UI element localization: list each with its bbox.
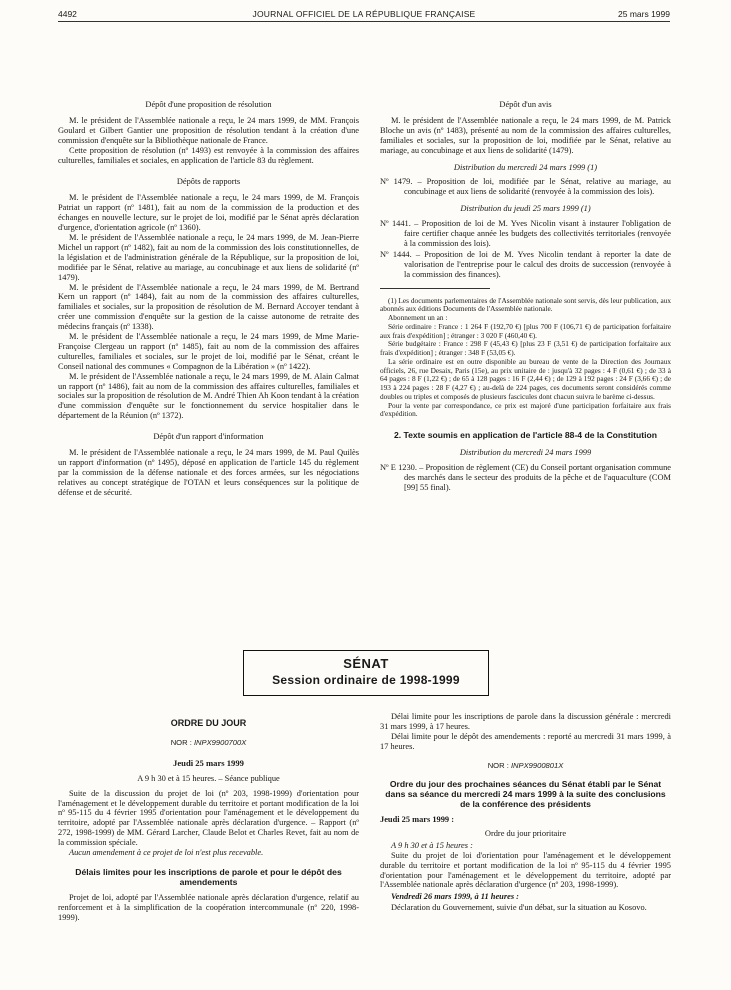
distribution-heading: Distribution du mercredi 24 mars 1999 <box>459 447 592 457</box>
distribution-heading: Distribution du jeudi 25 mars 1999 (1) <box>460 204 591 214</box>
document-item: Nº 1444. – Proposition de loi de M. Yves Nicolin tendant à reporter la date de valorisation de l'entreprise pour le calcul des droits de succession (renvoyée à la commission des finances). <box>380 249 671 279</box>
journal-title: JOURNAL OFFICIEL DE LA RÉPUBLIQUE FRANÇAISE <box>252 9 476 19</box>
nor-value: INPX9900700X <box>193 737 247 747</box>
section-title: Dépôts de rapports <box>176 177 241 187</box>
page-number: 4492 <box>58 9 77 19</box>
article-heading: 2. Texte soumis en application de l'article 88-4 de la Constitution <box>393 430 658 441</box>
day-heading: Jeudi 25 mars 1999 : <box>380 815 454 824</box>
paragraph: M. le président de l'Assemblée nationale a reçu, le 24 mars 1999, de M. Jean-Pierre Michel un rapport (nº 1482), fait au nom de la commission des lois constitutionnelles, de la législation et de l'administration générale de la République, sur la proposition de loi, modifiée par le Sénat, relative au mariage, au concubinage et aux liens de solidarité (nº 1479). <box>58 232 359 282</box>
document-item: Nº 1479. – Proposition de loi, modifiée par le Sénat, relative au mariage, au concubinage et aux liens de solidarité (renvoyée à la commission des lois). <box>380 177 671 197</box>
footnote <box>380 297 671 420</box>
paragraph: M. le président de l'Assemblée nationale a reçu, le 24 mars 1999, de M. François Patriat un rapport (nº 1481), fait au nom de la commission de la production et des échanges en nouvelle lecture, sur le projet de loi, modifié par le Sénat après déclaration d'urgence, d'orientation agricole (nº 1360). <box>58 193 359 233</box>
day-heading: Jeudi 25 mars 1999 <box>173 757 244 768</box>
nor-label: NOR : <box>170 737 192 747</box>
nor-label: NOR : <box>487 760 509 770</box>
ordre-du-jour-heading: ORDRE DU JOUR <box>170 718 247 728</box>
delais-heading: Délais limites pour les inscriptions de parole et pour le dépôt des amendements <box>75 866 342 887</box>
paragraph: Cette proposition de résolution (nº 1493) est renvoyée à la commission des affaires culturelles, familiales et sociales, en application de l'article 83 du règlement. <box>58 145 359 165</box>
time-line: A 9 h 30 et à 15 heures : <box>391 840 473 850</box>
footnote-text: Pour la vente par correspondance, ce prix est majoré d'une participation forfaitaire aux frais d'expédition. <box>380 400 671 419</box>
footnote-text: La série ordinaire est en outre disponible au bureau de vente de la Direction des Journaux officiels, 26, rue Desaix, Paris (15e), au prix unitaire de : jusqu'à 32 pages : 4 F (0,61 €) ; de 33 à 64 pages : 8 F (1,22 €) ; de 65 à 128 pages : 16 F (2,44 €) ; de 129 à 192 pages : 24 F (3,66 €) ; de 193 à 224 pages : 28 F (4,27 €) ; au-delà de 224 pages, ces documents seront considérés comme doubles ou triples et composés de plusieurs fascicules dont chacun suivra le barème ci-dessus. <box>380 356 671 401</box>
nor-reference <box>58 739 359 748</box>
footnote-text: Série ordinaire : France : 1 264 F (192,70 €) [plus 700 F (106,71 €) de participation forfaitaire aux frais d'expédition] ; étranger : 3 020 F (460,40 €). <box>380 321 671 340</box>
footnote-text: Abonnement un an : <box>388 313 448 323</box>
paragraph: M. le président de l'Assemblée nationale a reçu, le 24 mars 1999, de M. Patrick Bloche un avis (nº 1483), présenté au nom de la commission des affaires culturelles, familiales et sociales, sur la proposition de loi, modifiée par le Sénat, relative au mariage, au concubinage et aux liens de solidarité (1479). <box>380 115 671 155</box>
priority-heading: Ordre du jour prioritaire <box>484 828 567 838</box>
right-top-column <box>380 100 671 494</box>
paragraph: M. le président de l'Assemblée nationale a reçu, le 24 mars 1999, de M. Paul Quilès un rapport d'information (nº 1495), déposé en application de l'article 145 du règlement par la commission de la défense nationale et des forces armées, sur les négociations relatives au concept stratégique de l'OTAN et leurs conséquences sur la politique de défense et de sécurité. <box>58 448 359 497</box>
paragraph: M. le président de l'Assemblée nationale a reçu, le 24 mars 1999, de M. Alain Calmat un rapport (nº 1486), fait au nom de la commission des affaires culturelles, familiales et sociales sur la proposition de résolution de M. André Thien Ah Koon tendant à la création d'une commission d'enquête sur le fonctionnement du service hospitalier dans le département de la Réunion (nº 1372). <box>58 371 359 421</box>
left-top-column <box>58 100 359 498</box>
left-bottom-column <box>58 718 359 922</box>
distribution-heading: Distribution du mercredi 24 mars 1999 (1) <box>453 162 598 172</box>
italic-note: Aucun amendement à ce projet de loi n'est plus recevable. <box>69 848 264 858</box>
section-title: Dépôt d'un avis <box>499 100 552 109</box>
paragraph: Délai limite pour le dépôt des amendements : reporté au mercredi 31 mars 1999, à 17 heures. <box>380 731 671 751</box>
paragraph: M. le président de l'Assemblée nationale a reçu, le 24 mars 1999, de M. Bertrand Kern un rapport (nº 1484), fait au nom de la commission des affaires culturelles, familiales et sociales, sur la proposition de résolution de M. Bernard Accoyer tendant à créer une commission d'enquête sur la gestion de la caisse autonome de retraite des médecins français (nº 1338). <box>58 282 359 332</box>
paragraph: M. le président de l'Assemblée nationale a reçu, le 24 mars 1999, de MM. François Goulard et Gilbert Gantier une proposition de résolution tendant à la création d'une commission d'enquête sur la Bibliothèque nationale de France. <box>58 115 359 145</box>
footnote-text: Série budgétaire : France : 298 F (45,43 €) [plus 23 F (3,51 €) de participation forfaitaire aux frais d'expédition] ; étranger : 348 F (53,05 €). <box>380 339 671 358</box>
footnote-text: (1) Les documents parlementaires de l'Assemblée nationale sont servis, dès leur publication, aux abonnés aux éditions Documents de l'Assemblée nationale. <box>380 295 671 314</box>
paragraph: Délai limite pour les inscriptions de parole dans la discussion générale : mercredi 31 mars 1999, à 17 heures. <box>380 712 671 731</box>
footnote-divider <box>380 288 490 289</box>
paragraph: Suite du projet de loi d'orientation pour l'aménagement et le développement durable du territoire et portant modification de la loi nº 95-115 du 4 février 1995 d'orientation pour l'aménagement et le développement du territoire, adopté par l'Assemblée nationale après déclaration d'urgence (nº 203, 1998-1999). <box>380 850 671 890</box>
session-subtitle: Session ordinaire de 1998-1999 <box>272 673 460 688</box>
right-bottom-column <box>380 712 671 913</box>
paragraph: Suite de la discussion du projet de loi (nº 203, 1998-1999) d'orientation pour l'aménagement et le développement durable du territoire et portant modification de la loi nº 95-115 du 4 février 1995 d'orientation pour l'aménagement et le développement du territoire, adopté par l'Assemblée nationale après déclaration d'urgence. – Rapport (nº 272, 1998-1999) de MM. Gérard Larcher, Claude Belot et Charles Revet, fait au nom de la commission spéciale. <box>58 788 359 848</box>
nor-value: INPX9900801X <box>510 760 564 770</box>
paragraph: M. le président de l'Assemblée nationale a reçu, le 24 mars 1999, de Mme Marie-Françoise Clergeau un rapport (nº 1485), fait au nom de la commission des affaires culturelles, familiales et sociales, sur le projet de loi, modifié par le Sénat, créant le Conseil national des communes « Compagnon de la Libération » (nº 1422). <box>58 332 359 371</box>
senat-title-box <box>243 650 489 696</box>
ordre-du-jour-heading: Ordre du jour des prochaines séances du Sénat établi par le Sénat dans sa séance du mercredi 24 mars 1999 à la suite des conclusions de la conférence des présidents <box>385 778 666 809</box>
document-item: Nº E 1230. – Proposition de règlement (CE) du Conseil portant organisation commune des marchés dans le secteur des produits de la pêche et de l'aquaculture (COM [99] 55 final). <box>380 462 671 492</box>
section-title: Dépôt d'un rapport d'information <box>153 432 264 442</box>
seance-time: A 9 h 30 et à 15 heures. – Séance publique <box>137 773 280 783</box>
nor-reference <box>380 762 671 771</box>
page-header <box>58 9 670 22</box>
section-title: Dépôt d'une proposition de résolution <box>145 100 272 109</box>
senat-title: SÉNAT <box>343 656 389 671</box>
day-heading: Vendredi 26 mars 1999, à 11 heures : <box>391 892 519 902</box>
issue-date: 25 mars 1999 <box>618 9 670 19</box>
paragraph: Projet de loi, adopté par l'Assemblée nationale après déclaration d'urgence, relatif au renforcement et à la simplification de la coopération intercommunale (nº 220, 1998-1999). <box>58 892 359 922</box>
document-item: Nº 1441. – Proposition de loi de M. Yves Nicolin visant à instaurer l'obligation de faire certifier chaque année les budgets des collectivités territoriales (renvoyée à la commission des lois). <box>380 219 671 248</box>
paragraph: Déclaration du Gouvernement, suivie d'un débat, sur la situation au Kosovo. <box>391 903 647 913</box>
